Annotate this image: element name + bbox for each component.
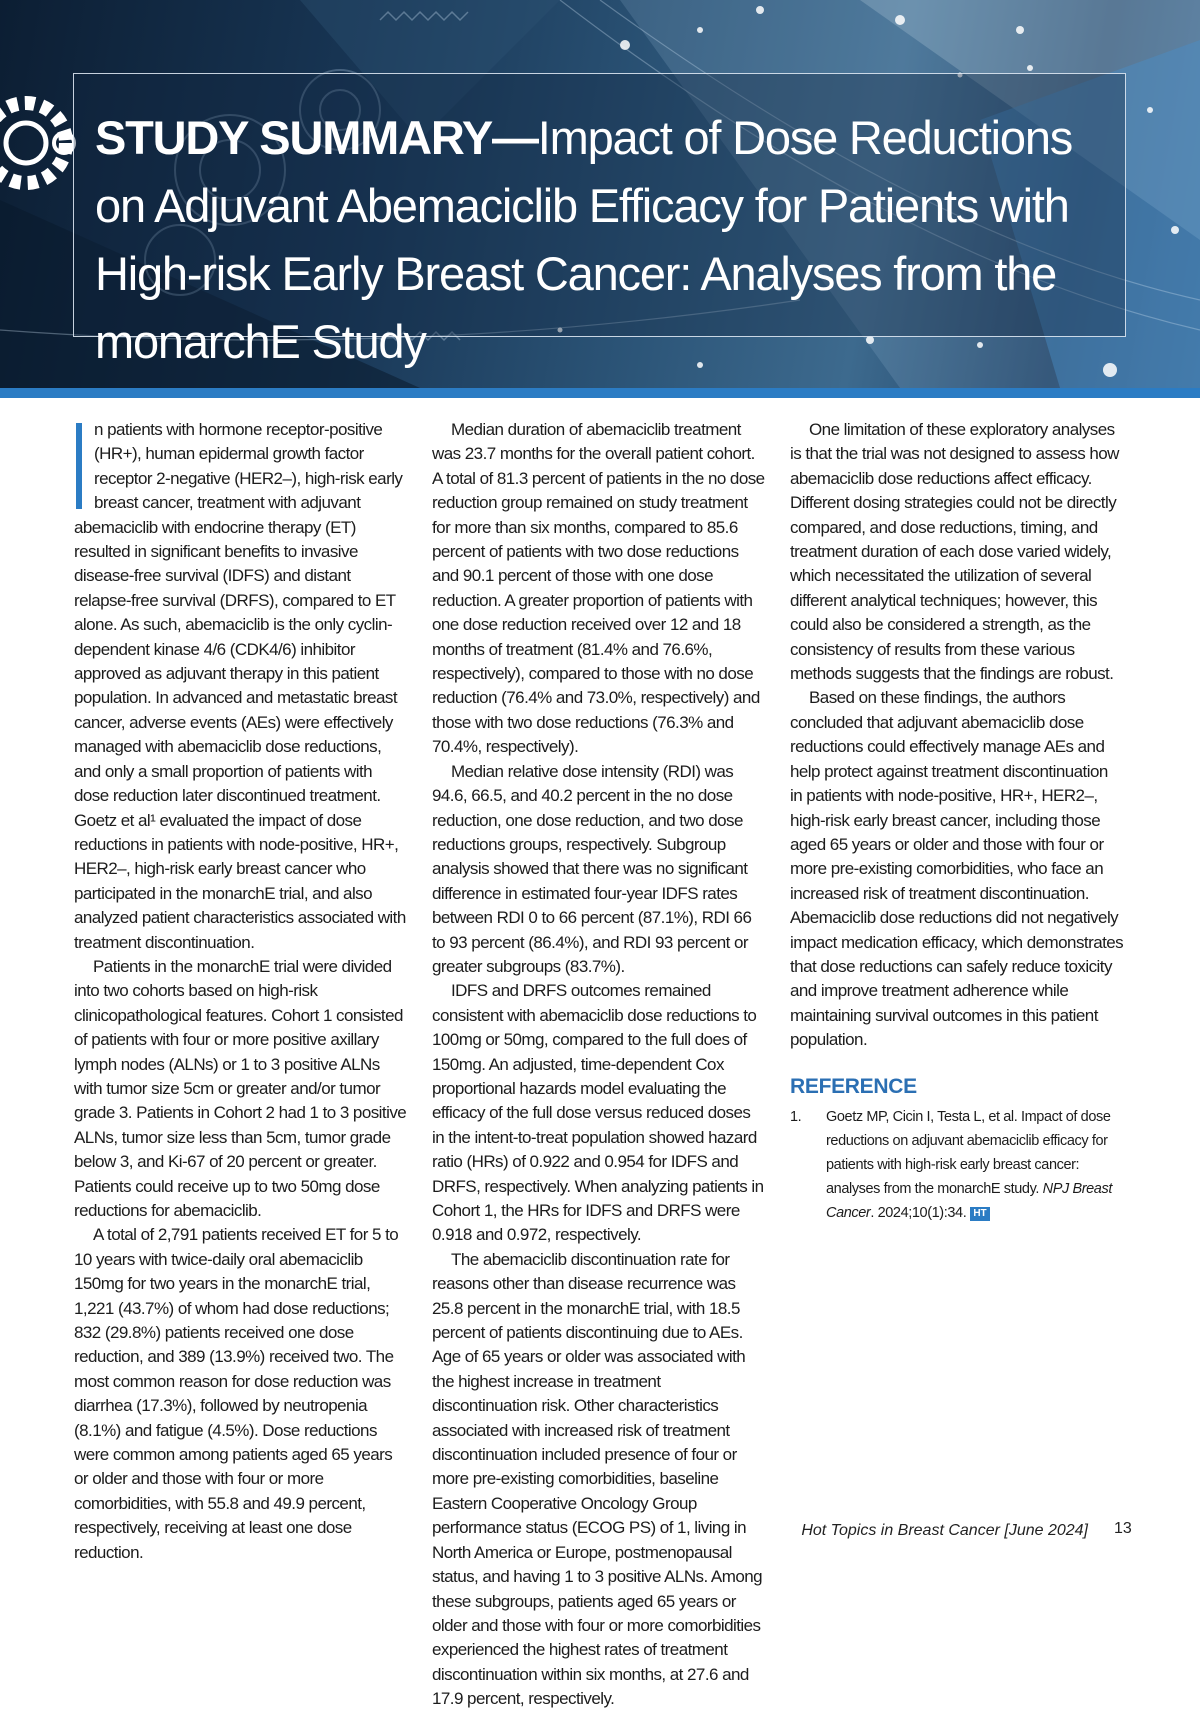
article-paragraph: The abemaciclib discontinuation rate for reasons other than disease recurrence was 25.8 percent in the monarchE trial, with 18.5 percent of patients discontinuing due to AEs. Age of 65 years or older was associated with the highest increase in treatment discontinuation risk. Other characteristics associated with increased risk of treatment discontinuation included presence of four or more pre-existing comorbidities, baseline Eastern Cooperative Oncology Group performance status (ECOG PS) of 1, living in North America or Europe, postmenopausal status, and having 1 to 3 positive ALNs. Among these subgroups, patients aged 65 years or older and those with four or more comorbidities experienced the highest rates of treatment discontinuation within six months, at 27.6 and 17.9 percent, respectively. — [432, 1249, 763, 1709]
article-paragraph: A total of 2,791 patients received ET for 5 to 10 years with twice-daily oral abemaciclib 150mg for two years in the monarchE trial, 1,221 (43.7%) of whom had dose reductions; 832 (29.8%) patients received one dose reduction, and 389 (13.9%) received two. The most common reason for dose reduction was diarrhea (17.3%), followed by neutropenia (8.1%) and fatigue (4.5%). Dose reductions were common among patients aged 65 years or older and those with four or more comorbidities, with 55.8 and 49.9 percent, respectively, receiving at least one dose reduction. — [74, 1225, 399, 1562]
article-paragraph: n patients with hormone receptor-positive (HR+), human epidermal growth factor receptor 2-negative (HER2–), high-risk early breast cancer, treatment with adjuvant abemaciclib with endocrine therapy (ET) resulted in significant benefits to invasive disease-free survival (IDFS) and distant relapse-free survival (DRFS), compared to ET alone. As such, abemaciclib is the only cyclin-dependent kinase 4/6 (CDK4/6) inhibitor approved as adjuvant therapy in this patient population. In advanced and metastatic breast cancer, adverse events (AEs) were effectively managed with abemaciclib dose reductions, and only a small proportion of patients with dose reduction later discontinued treatment. Goetz et al¹ evaluated the impact of dose reductions in patients with node-positive, HR+, HER2–, high-risk early breast cancer who participated in the monarchE trial, and also analyzed patient characteristics associated with treatment discontinuation. — [74, 420, 406, 952]
reference-text: Goetz MP, Cicin I, Testa L, et al. Impact of dose reductions on adjuvant abemaciclib efficacy for patients with high-risk early breast cancer: analyses from the monarchE study. NPJ Breast Cancer. 2024;10(1):34. HT — [826, 1108, 1112, 1221]
article-paragraph: Median relative dose intensity (RDI) was 94.6, 66.5, and 40.2 percent in the no dose reduction, one dose reduction, and two dose reductions groups, respectively. Subgroup analysis showed that there was no significant difference in estimated four-year IDFS rates between RDI 0 to 66 percent (87.1%), RDI 66 to 93 percent (86.4%), and RDI 93 percent or greater subgroups (83.7%). — [432, 761, 752, 976]
reference-journal: NPJ Breast Cancer — [826, 1180, 1112, 1221]
ht-badge: HT — [970, 1207, 989, 1221]
title-label: STUDY SUMMARY— — [95, 111, 538, 164]
article-column-3 — [790, 418, 1124, 1225]
article-column-2 — [432, 418, 766, 1712]
article-paragraph: Based on these findings, the authors concluded that adjuvant abemaciclib dose reductions could effectively manage AEs and help protect against treatment discontinuation in patients with node-positive, HR+, HER2–, high-risk early breast cancer, including those aged 65 years or older and those with four or more pre-existing comorbidities, who face an increased risk of treatment discontinuation. Abemaciclib dose reductions did not negatively impact medication efficacy, which demonstrates that dose reductions can safely reduce toxicity and improve treatment adherence while maintaining survival outcomes in this patient population. — [790, 688, 1124, 1050]
reference-item — [790, 1105, 1124, 1225]
footer-journal-name: Hot Topics in Breast Cancer [June 2024] — [801, 1522, 1088, 1539]
title-text: Impact of Dose Reductions on Adjuvant Abemaciclib Efficacy for Patients with High-risk Early Breast Cancer: Analyses from the monarchE Study — [95, 111, 1073, 368]
reference-number: 1. — [790, 1108, 802, 1125]
reference-heading: REFERENCE — [790, 1074, 917, 1098]
page-title — [95, 104, 1115, 376]
article-paragraph: One limitation of these exploratory analyses is that the trial was not designed to assess how abemaciclib dose reductions affect efficacy. Different dosing strategies could not be directly compared, and dose reductions, timing, and treatment duration of each dose varied widely, which necessitated the utilization of several different analytical techniques; however, this could also be considered a strength, as the consistency of results from these various methods suggests that the findings are robust. — [790, 420, 1119, 684]
dropcap-bar — [76, 423, 82, 509]
article-paragraph: Median duration of abemaciclib treatment was 23.7 months for the overall patient cohort. A total of 81.3 percent of patients in the no dose reduction group remained on study treatment for more than six months, compared to 85.6 percent of patients with two dose reductions and 90.1 percent of those with one dose reduction. A greater proportion of patients with one dose reduction received over 12 and 18 months of treatment (81.4% and 76.6%, respectively), compared to those with no dose reduction (76.4% and 73.0%, respectively) and those with two dose reductions (76.3% and 70.4%, respectively). — [432, 420, 765, 757]
article-paragraph: Patients in the monarchE trial were divided into two cohorts based on high-risk clinicopathological features. Cohort 1 consisted of patients with four or more positive axillary lymph nodes (ALNs) or 1 to 3 positive ALNs with tumor size 5cm or greater and/or tumor grade 3. Patients in Cohort 2 had 1 to 3 positive ALNs, tumor size less than 5cm, tumor grade below 3, and Ki-67 of 20 percent or greater. Patients could receive up to two 50mg dose reductions for abemaciclib. — [74, 956, 407, 1220]
article-paragraph: IDFS and DRFS outcomes remained consistent with abemaciclib dose reductions to 100mg or 50mg, compared to the full does of 150mg. An adjusted, time-dependent Cox proportional hazards model evaluating the efficacy of the full dose versus reduced doses in the intent-to-treat population showed hazard ratio (HRs) of 0.922 and 0.954 for IDFS and DRFS, respectively. When analyzing patients in Cohort 1, the HRs for IDFS and DRFS were 0.918 and 0.972, respectively. — [432, 981, 764, 1245]
banner-accent-stripe — [0, 388, 1200, 398]
page-number: 13 — [1114, 1520, 1132, 1537]
article-column-1 — [74, 418, 408, 1565]
white-gear-icon — [0, 103, 74, 183]
